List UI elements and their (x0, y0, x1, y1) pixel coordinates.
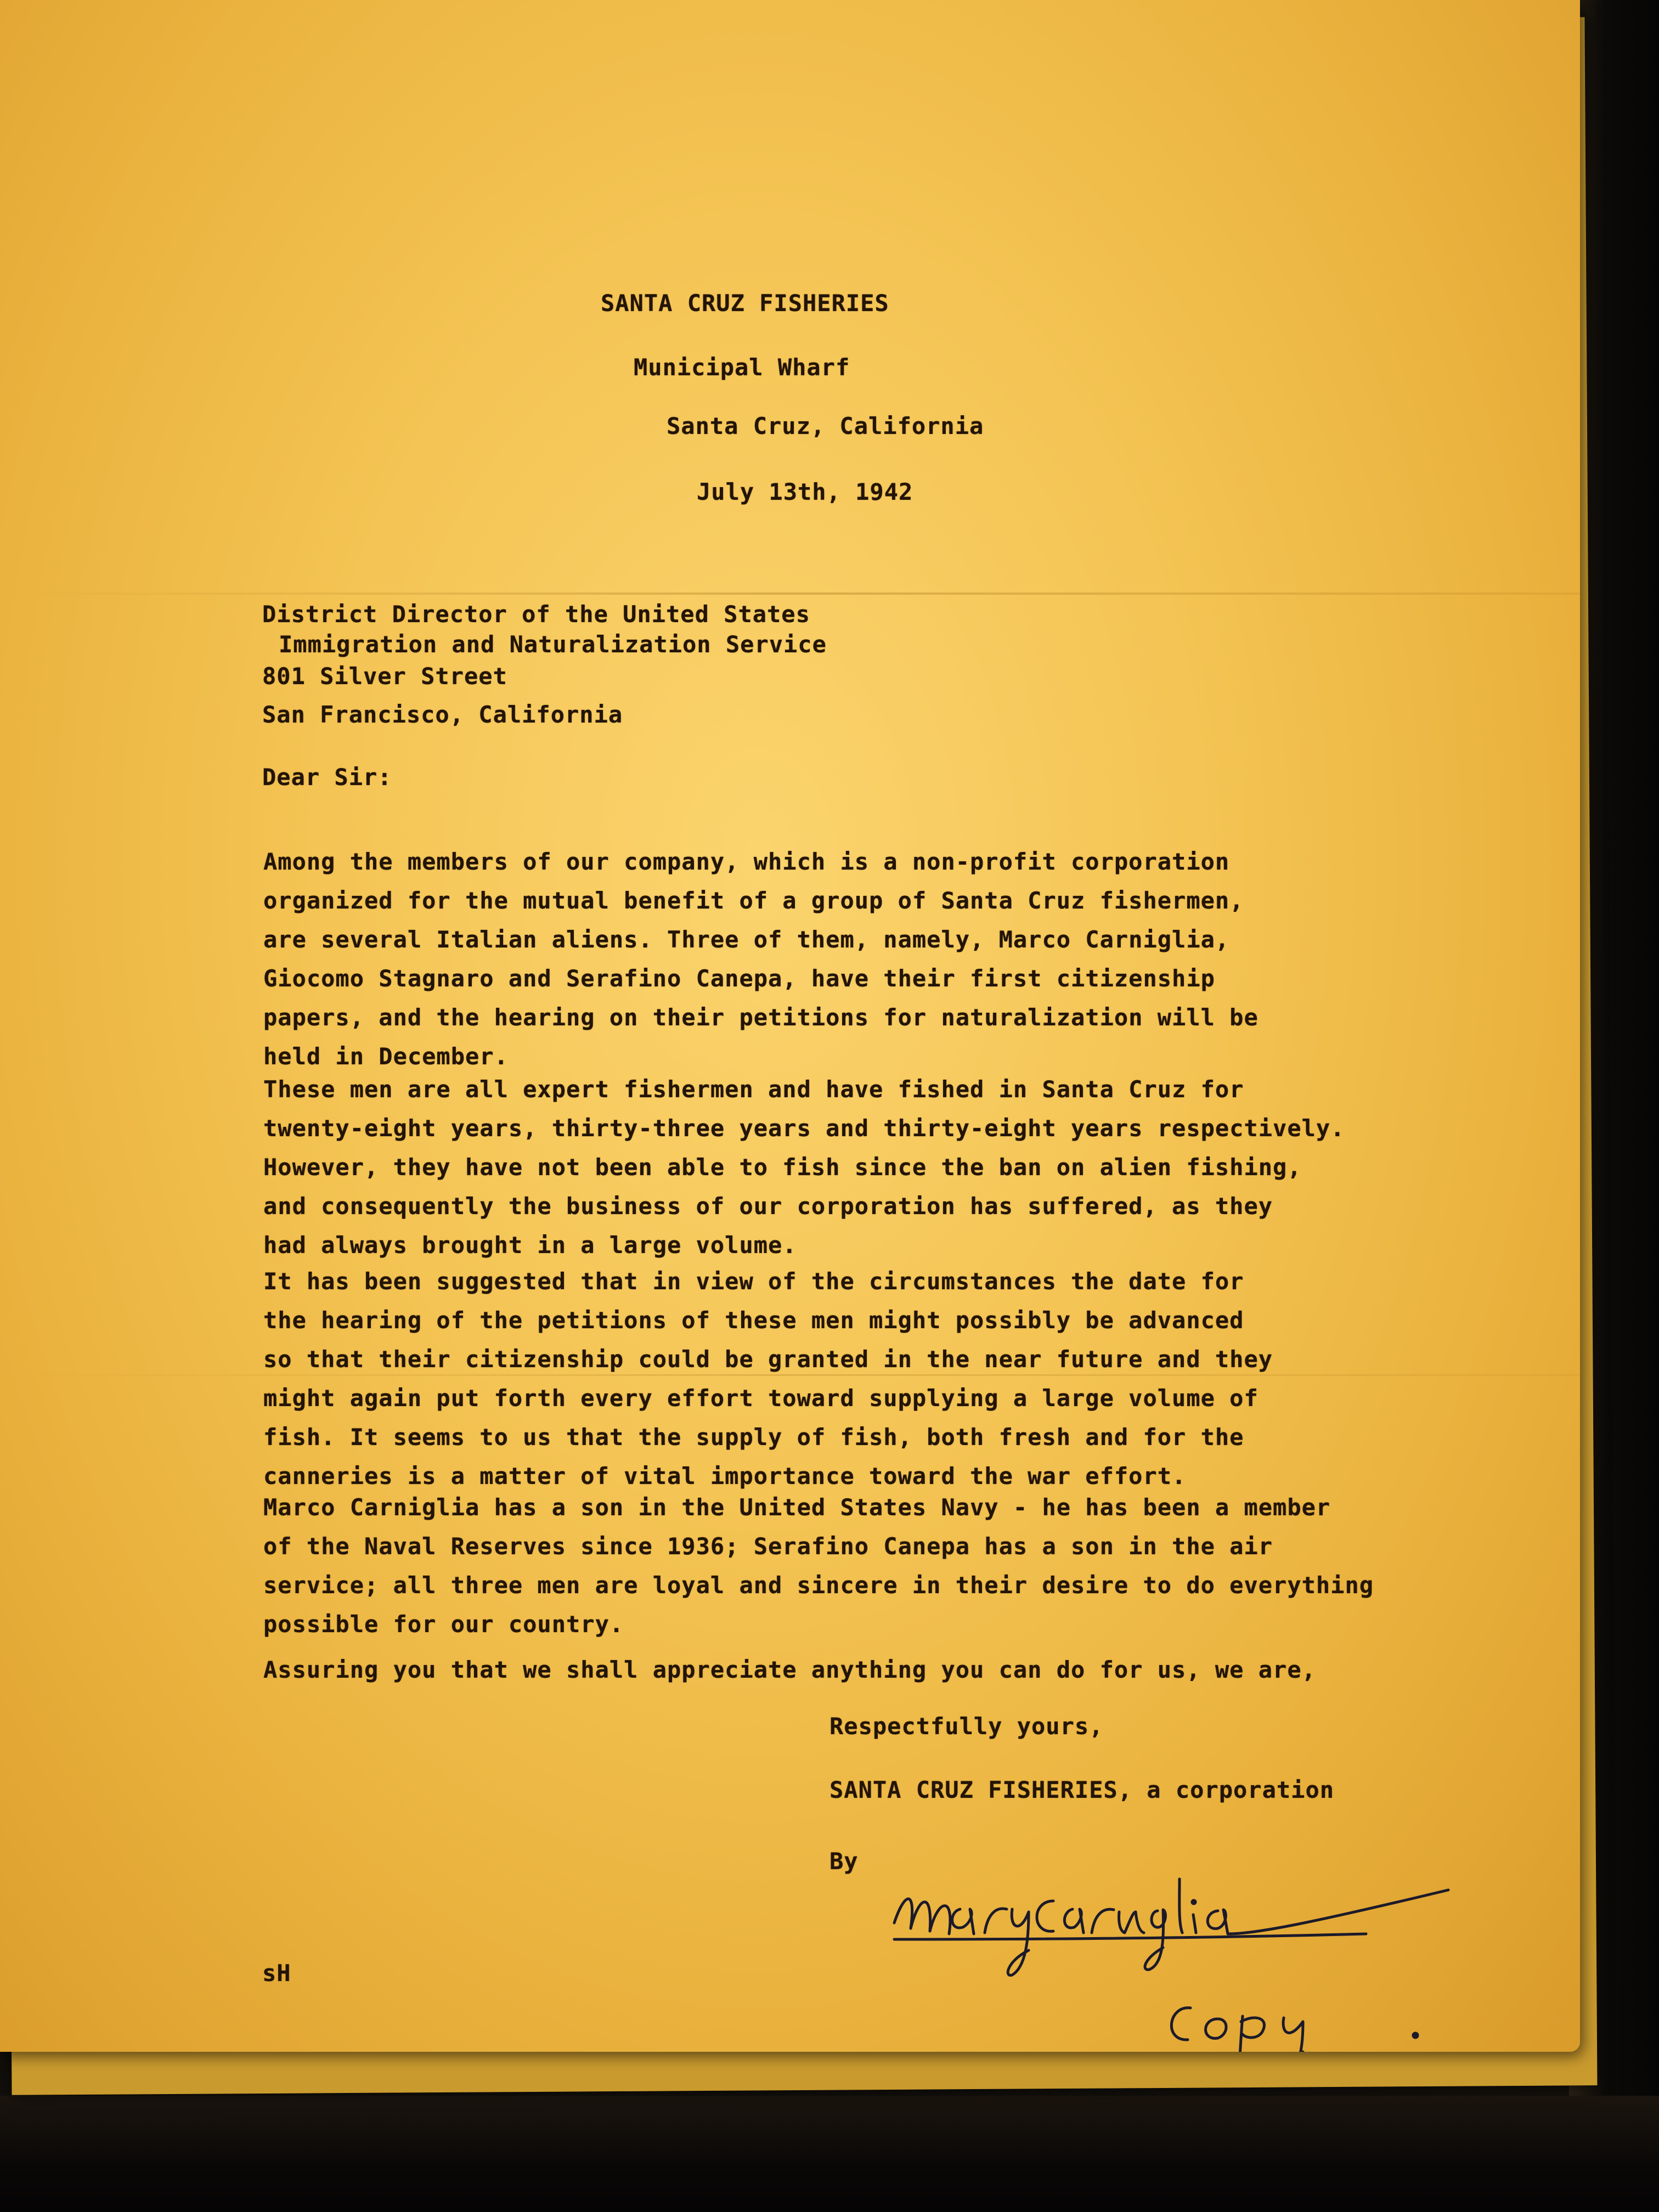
letterhead-city: Santa Cruz, California (667, 413, 984, 439)
body-paragraph-5: Assuring you that we shall appreciate anything you can do for us, we are, (263, 1656, 1316, 1683)
handwritten-copy-note (1147, 1975, 1454, 2052)
body-paragraph-2: These men are all expert fishermen and have fished in Santa Cruz for twenty-eight years, thirty-three years and thirty-eight years respectively. However, they have not been able to fish since the ban on alien fishing, and consequently the business of our corporation has suffered, as they had always brought in a large volume. (263, 1076, 1345, 1259)
letterhead-address: Municipal Wharf (634, 354, 850, 381)
salutation: Dear Sir: (262, 764, 392, 791)
paper-fold-line (0, 592, 1580, 595)
recipient-line-3: 801 Silver Street (262, 663, 507, 690)
body-paragraph-4: Marco Carniglia has a son in the United States Navy - he has been a member of the Naval Reserves since 1936; Serafino Canepa has a son in the air service; all three men are loyal and sincere in their desire to do everything possible for our country. (263, 1494, 1374, 1638)
recipient-line-2: Immigration and Naturalization Service (279, 631, 827, 658)
complimentary-close: Respectfully yours, (830, 1713, 1104, 1740)
letterhead-company: SANTA CRUZ FISHERIES (601, 290, 889, 317)
signatory-company: SANTA CRUZ FISHERIES, a corporation (830, 1776, 1335, 1803)
recipient-line-1: District Director of the United States (262, 601, 810, 628)
body-paragraph-1: Among the members of our company, which is a non-profit corporation organized for the mutual benefit of a group of Santa Cruz fishermen, are several Italian aliens. Three of them, namely, Marco Carniglia, Giocomo Stagnaro and Serafino Canepa, have their first citizenship papers, and the hearing on their petitions for naturalization will be held in December. (263, 848, 1259, 1070)
recipient-line-4: San Francisco, California (262, 701, 623, 728)
handwritten-signature (872, 1857, 1476, 1989)
letter-date: July 13th, 1942 (697, 478, 913, 505)
typist-initials: sH (262, 1960, 291, 1987)
dark-background-bottom (0, 2096, 1659, 2212)
body-paragraph-3: It has been suggested that in view of the circumstances the date for the hearing of the petitions of these men might possibly be advanced so that their citizenship could be granted in the near future and they might again put forth every effort toward supplying a large volume of fish. It seems to us that the supply of fish, both fresh and for the canneries is a matter of vital importance toward the war effort. (263, 1268, 1273, 1489)
by-label: By (830, 1848, 859, 1875)
